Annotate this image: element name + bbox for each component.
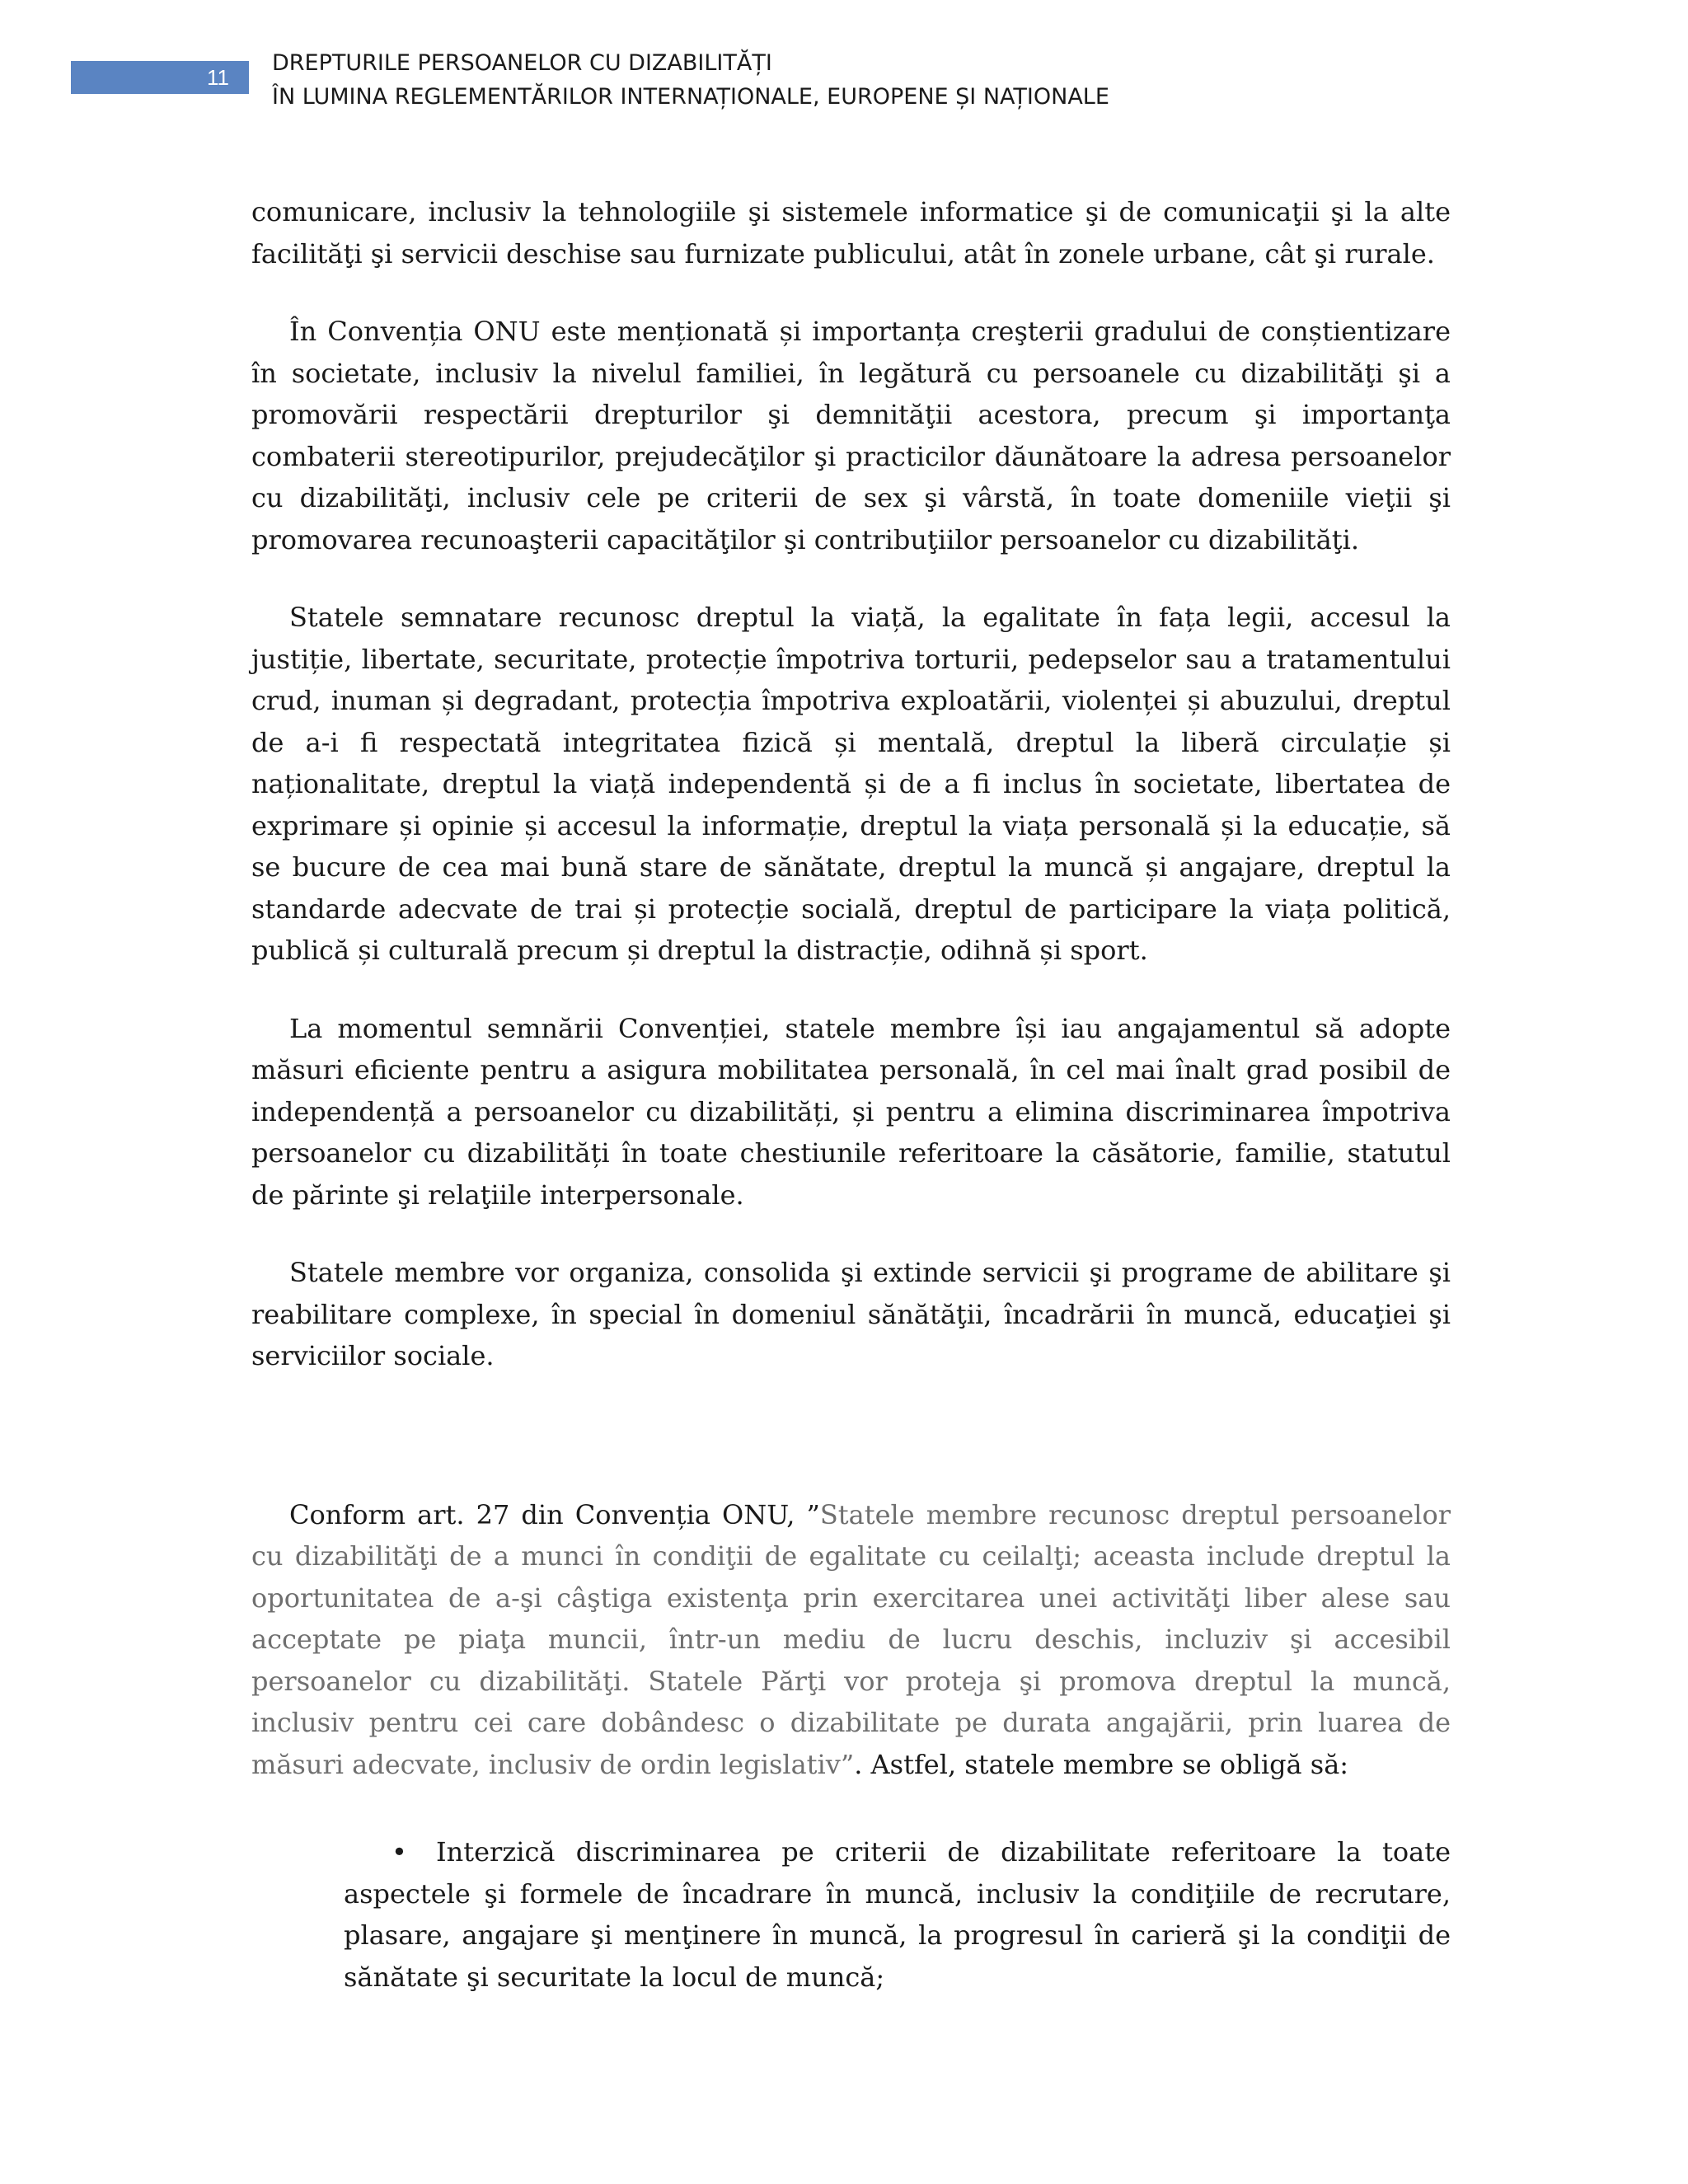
body-text — [251, 191, 1451, 1998]
running-header-line2: ÎN LUMINA REGLEMENTĂRILOR INTERNAȚIONALE, EUROPENE ȘI NAȚIONALE — [272, 84, 1109, 110]
bullet-icon: • — [392, 1836, 407, 1868]
paragraph-4: La momentul semnării Convenției, statele membre își iau angajamentul să adopte măsuri eficiente pentru a asigura mobilitatea personală, în cel mai înalt grad posibil de independență a persoanelor cu dizabilități, și pentru a elimina discriminarea împotriva persoanelor cu dizabilități în toate chestiunile referitoare la căsătorie, familie, statutul de părinte şi relaţiile interpersonale. — [251, 1012, 1451, 1211]
paragraph-6-outro: . Astfel, statele membre se obligă să: — [854, 1748, 1349, 1780]
paragraph-6 — [251, 1494, 1451, 1786]
obligations-list — [251, 1831, 1451, 1998]
page-number-badge — [71, 61, 249, 94]
running-header-line1: DREPTURILE PERSOANELOR CU DIZABILITĂȚI — [272, 50, 772, 76]
article-27-quote: Statele membre recunosc dreptul persoanelor cu dizabilităţi de a munci în condiţii de egalitate cu ceilalţi; aceasta include dreptul la oportunitatea de a-şi câştiga existenţa prin exercitarea unei activităţi liber alese sau acceptate pe piaţa muncii, într-un mediu de lucru deschis, incluziv şi accesibil persoanelor cu dizabilităţi. Statele Părţi vor proteja şi promova dreptul la muncă, inclusiv pentru cei care dobândesc o dizabilitate pe durata angajării, prin luarea de măsuri adecvate, inclusiv de ordin legislativ” — [251, 1498, 1451, 1780]
list-item — [344, 1831, 1451, 1998]
running-header — [272, 46, 1109, 114]
paragraph-3: Statele semnatare recunosc dreptul la viață, la egalitate în fața legii, accesul la justiție, libertate, securitate, protecție împotriva torturii, pedepselor sau a tratamentului crud, inuman și degradant, protecția împotriva exploatării, violenței și abuzului, dreptul de a-i fi respectată integritatea fizică și mentală, dreptul la liberă circulație și naționalitate, dreptul la viață independentă și de a fi inclus în societate, libertatea de exprimare și opinie și accesul la informație, dreptul la viața personală și la educație, să se bucure de cea mai bună stare de sănătate, dreptul la muncă și angajare, dreptul la standarde adecvate de trai și protecție socială, dreptul de participare la viața politică, publică și culturală precum și dreptul la distracție, odihnă și sport. — [251, 602, 1451, 966]
paragraph-5: Statele membre vor organiza, consolida şi extinde servicii şi programe de abilitare şi reabilitare complexe, în special în domeniul sănătăţii, încadrării în muncă, educaţiei şi serviciilor sociale. — [251, 1257, 1451, 1371]
paragraph-6-intro: Conform art. 27 din Convenția ONU, ” — [289, 1498, 820, 1530]
list-item-text: Interzică discriminarea pe criterii de dizabilitate referitoare la toate aspectele şi formele de încadrare în muncă, inclusiv la condiţiile de recrutare, plasare, angajare şi menţinere în muncă, la progresul în carieră şi la condiţii de sănătate şi securitate la locul de muncă; — [344, 1836, 1451, 1993]
paragraph-2: În Convenția ONU este menționată și importanța creşterii gradului de conștientizare în societate, inclusiv la nivelul familiei, în legătură cu persoanele cu dizabilităţi şi a promovării respectării drepturilor şi demnităţii acestora, precum şi importanţa combaterii stereotipurilor, prejudecăţilor şi practicilor dăunătoare la adresa persoanelor cu dizabilităţi, inclusiv cele pe criterii de sex şi vârstă, în toate domeniile vieţii şi promovarea recunoaşterii capacităţilor şi contribuţiilor persoanelor cu dizabilităţi. — [251, 316, 1451, 555]
paragraph-1: comunicare, inclusiv la tehnologiile şi sistemele informatice şi de comunicaţii şi la alte facilităţi şi servicii deschise sau furnizate publicului, atât în zonele urbane, cât şi rurale. — [251, 196, 1451, 269]
page-number: 11 — [207, 65, 229, 90]
